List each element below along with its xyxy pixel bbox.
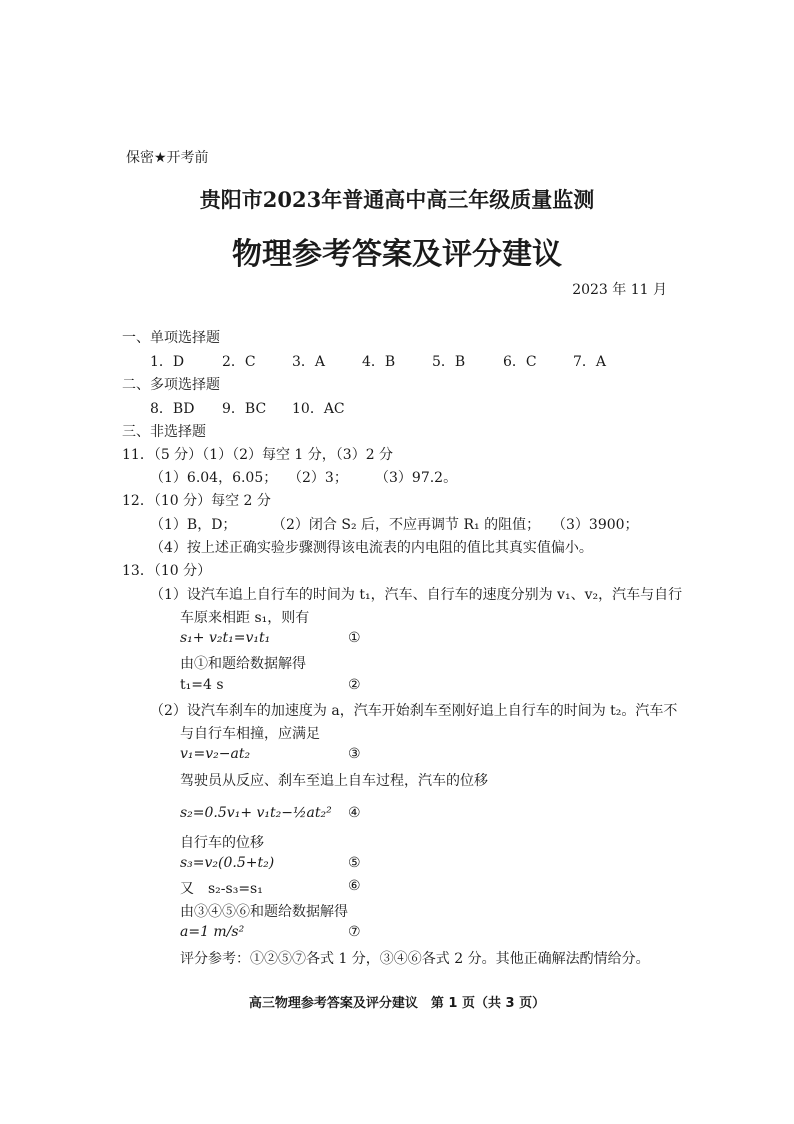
equation-6-number: ⑥ <box>348 878 361 894</box>
answer-4: 4．B <box>362 354 396 370</box>
equation-1-number: ① <box>348 630 361 646</box>
q12-heading: 12．（10 分）每空 2 分 <box>122 493 271 509</box>
q13-part2-line5: 由③④⑤⑥和题给数据解得 <box>180 904 348 920</box>
answer-9: 9．BC <box>222 401 267 417</box>
section1-heading: 一、单项选择题 <box>122 330 220 346</box>
q13-part2-line2: 与自行车相撞，应满足 <box>180 726 320 742</box>
answer-7: 7．A <box>573 354 607 370</box>
equation-6: 又 s₂-s₃=s₁ <box>180 881 263 897</box>
equation-4: s₂=0.5v₁+ v₁t₂−½at₂² <box>180 805 332 821</box>
watermark <box>18 100 110 171</box>
section3-heading: 三、非选择题 <box>122 424 206 440</box>
equation-3: v₁=v₂−at₂ <box>180 746 251 762</box>
equation-3-number: ③ <box>348 746 361 762</box>
page-footer: 高三物理参考答案及评分建议 第 1 页（共 3 页） <box>248 996 546 1011</box>
secret-mark: 保密★开考前 <box>126 150 209 166</box>
equation-2-number: ② <box>348 677 361 693</box>
q12-answer-3: （3）3900； <box>552 517 639 533</box>
equation-2: t₁=4 s <box>180 677 224 693</box>
q12-answer-4: （4）按上述正确实验步骤测得该电流表的内电阻的值比其真实值偏小。 <box>150 540 593 556</box>
document-title: 物理参考答案及评分建议 <box>232 237 562 272</box>
q11-answer-1: （1）6.04，6.05； <box>150 470 278 486</box>
answer-3: 3．A <box>292 354 326 370</box>
equation-1: s₁+ v₂t₁=v₁t₁ <box>180 630 271 646</box>
scoring-note: 评分参考：①②⑤⑦各式 1 分，③④⑥各式 2 分。其他正确解法酌情给分。 <box>180 951 650 967</box>
equation-7-number: ⑦ <box>348 924 361 940</box>
q13-part1-line3: 由①和题给数据解得 <box>180 656 306 672</box>
q12-answer-2: （2）闭合 S₂ 后，不应再调节 R₁ 的阻值； <box>272 517 541 533</box>
q13-part2-line4: 自行车的位移 <box>180 835 264 851</box>
equation-5-number: ⑤ <box>348 855 361 871</box>
answer-5: 5．B <box>432 354 466 370</box>
answer-6: 6．C <box>503 354 537 370</box>
exam-title: 贵阳市2023年普通高中高三年级质量监测 <box>199 187 595 212</box>
section2-heading: 二、多项选择题 <box>122 377 220 393</box>
q11-answer-3: （3）97.2。 <box>375 470 458 486</box>
date: 2023 年 11 月 <box>572 282 667 298</box>
answer-2: 2．C <box>222 354 256 370</box>
q13-part1-line1: （1）设汽车追上自行车的时间为 t₁，汽车、自行车的速度分别为 v₁、v₂，汽车与自行 <box>150 587 683 603</box>
q13-heading: 13．（10 分） <box>122 563 212 579</box>
q12-answer-1: （1）B，D； <box>150 517 237 533</box>
q13-part1-line2: 车原来相距 s₁，则有 <box>180 610 310 626</box>
answer-1: 1．D <box>150 354 185 370</box>
answer-10: 10．AC <box>292 401 345 417</box>
q13-part2-line3: 驾驶员从反应、刹车至追上自车过程，汽车的位移 <box>180 773 488 789</box>
q11-heading: 11．（5 分）（1）（2）每空 1 分，（3）2 分 <box>122 447 394 463</box>
equation-4-number: ④ <box>348 805 361 821</box>
q13-part2-line1: （2）设汽车刹车的加速度为 a，汽车开始刹车至刚好追上自行车的时间为 t₂。汽车不 <box>150 703 678 719</box>
equation-5: s₃=v₂(0.5+t₂) <box>180 855 275 871</box>
equation-7: a=1 m/s² <box>180 924 245 940</box>
answer-8: 8．BD <box>150 401 195 417</box>
q11-answer-2: （2）3； <box>288 470 348 486</box>
